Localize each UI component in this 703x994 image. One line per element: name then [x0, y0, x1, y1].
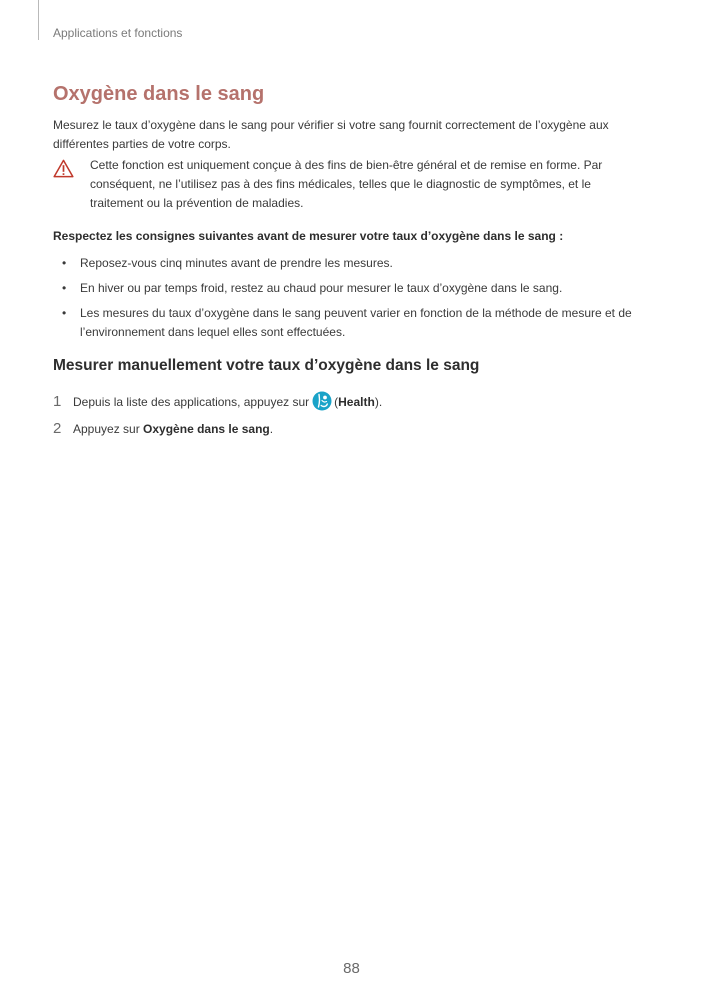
- health-app-icon: [312, 391, 332, 411]
- menu-target: Oxygène dans le sang: [143, 422, 270, 436]
- running-header: Applications et fonctions: [53, 26, 183, 40]
- prerequisites-list: [53, 254, 653, 348]
- list-item: • En hiver ou par temps froid, restez au chaud pour mesurer le taux d’oxygène dans le sang.: [53, 279, 653, 298]
- step-number: 2: [53, 420, 62, 437]
- caution-text: Cette fonction est uniquement conçue à des fins de bien-être général et de remise en forme. Par conséquent, ne l’utilisez pas à des fins médicales, telles que le diagnostic de symptômes, et le traitement ou la prévention de maladies.: [90, 158, 603, 210]
- step-2: 2 Appuyez sur Oxygène dans le sang.: [53, 420, 274, 437]
- list-item: • Reposez-vous cinq minutes avant de prendre les mesures.: [53, 254, 653, 273]
- prerequisites-heading: Respectez les consignes suivantes avant de mesurer votre taux d’oxygène dans le sang :: [53, 229, 564, 243]
- section-title: Oxygène dans le sang: [53, 83, 265, 105]
- step-number: 1: [53, 393, 62, 410]
- bullet-icon: •: [62, 306, 67, 320]
- bullet-icon: •: [62, 256, 67, 270]
- page-number: 88: [343, 960, 360, 977]
- manual-measure-heading: Mesurer manuellement votre taux d’oxygène dans le sang: [53, 357, 480, 374]
- page-margin-rule: [38, 0, 39, 40]
- list-item: • Les mesures du taux d’oxygène dans le sang peuvent varier en fonction de la méthode de mesure et de l’environnement dans lequel elles sont effectuées.: [62, 306, 632, 339]
- app-name: Health: [338, 395, 375, 409]
- bullet-icon: •: [62, 281, 67, 295]
- intro-paragraph: Mesurez le taux d’oxygène dans le sang pour vérifier si votre sang fournit correctement de l’oxygène aux différentes parties de votre corps.: [53, 118, 609, 151]
- warning-triangle-icon: [53, 159, 74, 178]
- step-1: 1 Depuis la liste des applications, appuyez sur (Health).: [53, 393, 383, 410]
